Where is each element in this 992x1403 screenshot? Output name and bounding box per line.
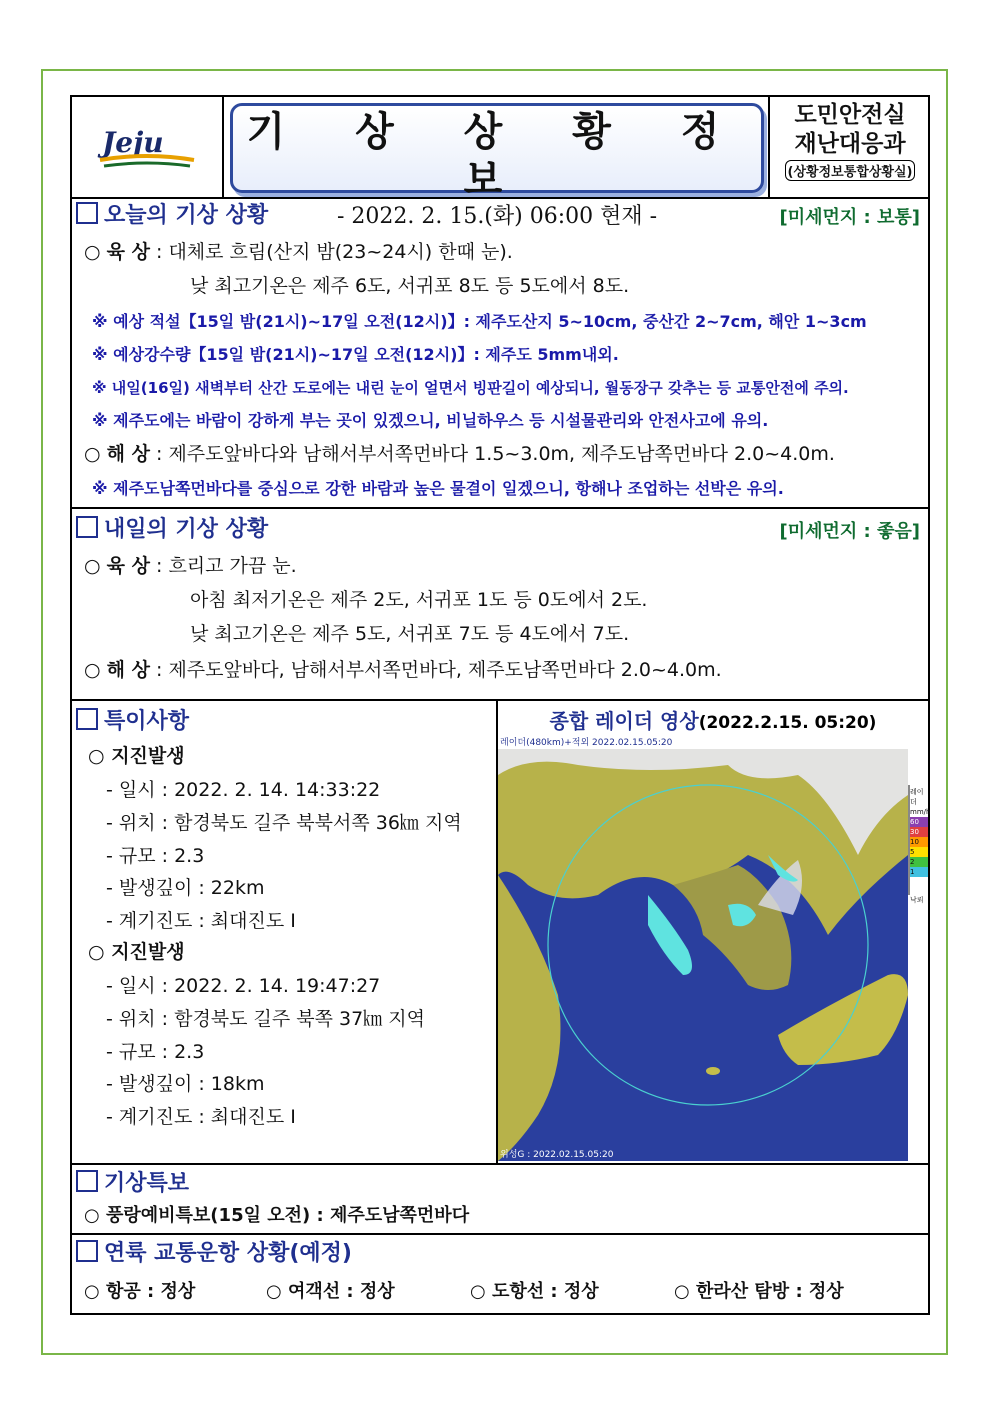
eq1-title: ○ 지진발생	[88, 745, 185, 767]
checkbox-icon	[76, 202, 98, 224]
today-heading: 오늘의 기상 상황	[72, 201, 928, 231]
eq1-magnitude: - 규모 : 2.3	[106, 845, 205, 867]
legend-value: 60	[910, 817, 928, 827]
department-box	[768, 97, 930, 197]
report-date: - 2022. 2. 15.(화) 06:00 현재 -	[336, 204, 658, 229]
legend-lightning: 낙뢰	[910, 896, 924, 904]
tomorrow-section	[72, 515, 928, 701]
radar-legend	[910, 787, 931, 905]
svg-text:Jeju: Jeju	[102, 126, 164, 159]
divider	[72, 1233, 928, 1235]
traffic-ferry: ○ 여객선 : 정상	[266, 1281, 395, 1302]
eq1-time: - 일시 : 2022. 2. 14. 14:33:22	[106, 779, 381, 801]
legend-title: 레이더	[910, 788, 924, 806]
radar-title: 종합 레이더 영상(2022.2.15. 05:20)	[549, 709, 877, 733]
tomorrow-sea: ○ 해 상 : 제주도앞바다, 남해서부서쪽먼바다, 제주도남쪽먼바다 2.0~4.0m.	[84, 659, 722, 681]
radar-image	[498, 735, 910, 1161]
eq2-time: - 일시 : 2022. 2. 14. 19:47:27	[106, 975, 381, 997]
eq1-depth: - 발생깊이 : 22km	[106, 877, 265, 899]
traffic-hallasan: ○ 한라산 탐방 : 정상	[674, 1281, 844, 1302]
checkbox-icon	[76, 1240, 98, 1262]
jeju-logo	[72, 97, 224, 197]
tomorrow-land-3: 낮 최고기온은 제주 5도, 서귀포 7도 등 4도에서 7도.	[190, 623, 630, 645]
dept-line2: 재난대응과	[794, 131, 906, 157]
warning-item: ○ 풍랑예비특보(15일 오전) : 제주도남쪽먼바다	[84, 1205, 470, 1226]
checkbox-icon	[76, 516, 98, 538]
radar-top-label: 레이더(480km)+적외 2022.02.15.05:20	[500, 738, 673, 748]
today-section	[72, 201, 928, 507]
traffic-section	[72, 1239, 928, 1309]
today-note-wind: ※ 제주도에는 바람이 강하게 부는 곳이 있겠으니, 비닐하우스 등 시설물관리와 안전사고에 유의.	[92, 411, 769, 430]
legend-value: 2	[910, 857, 928, 867]
legend-value: 1	[910, 867, 928, 877]
tomorrow-dust: [미세먼지 : 좋음]	[779, 521, 920, 542]
today-land-2: 낮 최고기온은 제주 6도, 서귀포 8도 등 5도에서 8도.	[190, 275, 630, 297]
tomorrow-land-2: 아침 최저기온은 제주 2도, 서귀포 1도 등 0도에서 2도.	[190, 589, 648, 611]
today-note-rain: ※ 예상강수량【15일 밤(21시)~17일 오전(12시)】: 제주도 5mm내외.	[92, 345, 619, 364]
today-dust: [미세먼지 : 보통]	[779, 207, 920, 228]
radar-bottom-label: 위성G : 2022.02.15.05:20	[500, 1150, 614, 1160]
page-title: 기 상 상 황 정 보	[246, 109, 748, 203]
tomorrow-heading: 내일의 기상 상황	[72, 515, 928, 545]
special-heading: 특이사항	[72, 707, 496, 737]
eq1-intensity: - 계기진도 : 최대진도 Ⅰ	[106, 910, 296, 932]
today-note-sea: ※ 제주도남쪽먼바다를 중심으로 강한 바람과 높은 물결이 일겠으니, 항해나 조업하는 선박은 유의.	[92, 479, 784, 498]
eq2-magnitude: - 규모 : 2.3	[106, 1041, 205, 1063]
today-note-snow: ※ 예상 적설【15일 밤(21시)~17일 오전(12시)】: 제주도산지 5~10cm, 중산간 2~7cm, 해안 1~3cm	[92, 312, 867, 331]
warning-section	[72, 1169, 928, 1229]
legend-value: 30	[910, 827, 928, 837]
traffic-air: ○ 항공 : 정상	[84, 1281, 196, 1302]
divider	[72, 1163, 928, 1165]
legend-value: 10	[910, 837, 928, 847]
divider	[72, 699, 928, 701]
legend-value: 5	[910, 847, 928, 857]
divider	[72, 507, 928, 509]
eq1-location: - 위치 : 함경북도 길주 북북서쪽 36㎞ 지역	[106, 812, 462, 834]
traffic-island-ferry: ○ 도항선 : 정상	[470, 1281, 599, 1302]
checkbox-icon	[76, 1170, 98, 1192]
dept-line3: (상황정보통합상황실)	[785, 160, 916, 181]
dept-line1: 도민안전실	[794, 102, 906, 128]
document	[70, 95, 930, 1315]
tomorrow-land: ○ 육 상 : 흐리고 가끔 눈.	[84, 555, 297, 577]
warning-heading: 기상특보	[72, 1169, 928, 1199]
eq2-depth: - 발생깊이 : 18km	[106, 1073, 265, 1095]
eq2-location: - 위치 : 함경북도 길주 북쪽 37㎞ 지역	[106, 1008, 425, 1030]
jeju-logo-icon	[92, 122, 202, 172]
eq2-intensity: - 계기진도 : 최대진도 Ⅰ	[106, 1106, 296, 1128]
legend-unit: mm/h	[910, 808, 931, 816]
traffic-heading: 연륙 교통운항 상황(예정)	[72, 1239, 928, 1269]
special-section	[72, 707, 496, 1163]
today-sea: ○ 해 상 : 제주도앞바다와 남해서부서쪽먼바다 1.5~3.0m, 제주도남쪽먼바다 2.0~4.0m.	[84, 443, 835, 465]
title-box	[230, 103, 764, 229]
eq2-title: ○ 지진발생	[88, 941, 185, 963]
checkbox-icon	[76, 708, 98, 730]
today-land: ○ 육 상 : 대체로 흐림(산지 밤(23~24시) 한때 눈).	[84, 241, 513, 263]
today-note-road: ※ 내일(16일) 새벽부터 산간 도로에는 내린 눈이 얼면서 빙판길이 예상되니, 월동장구 갖추는 등 교통안전에 주의.	[92, 379, 849, 397]
